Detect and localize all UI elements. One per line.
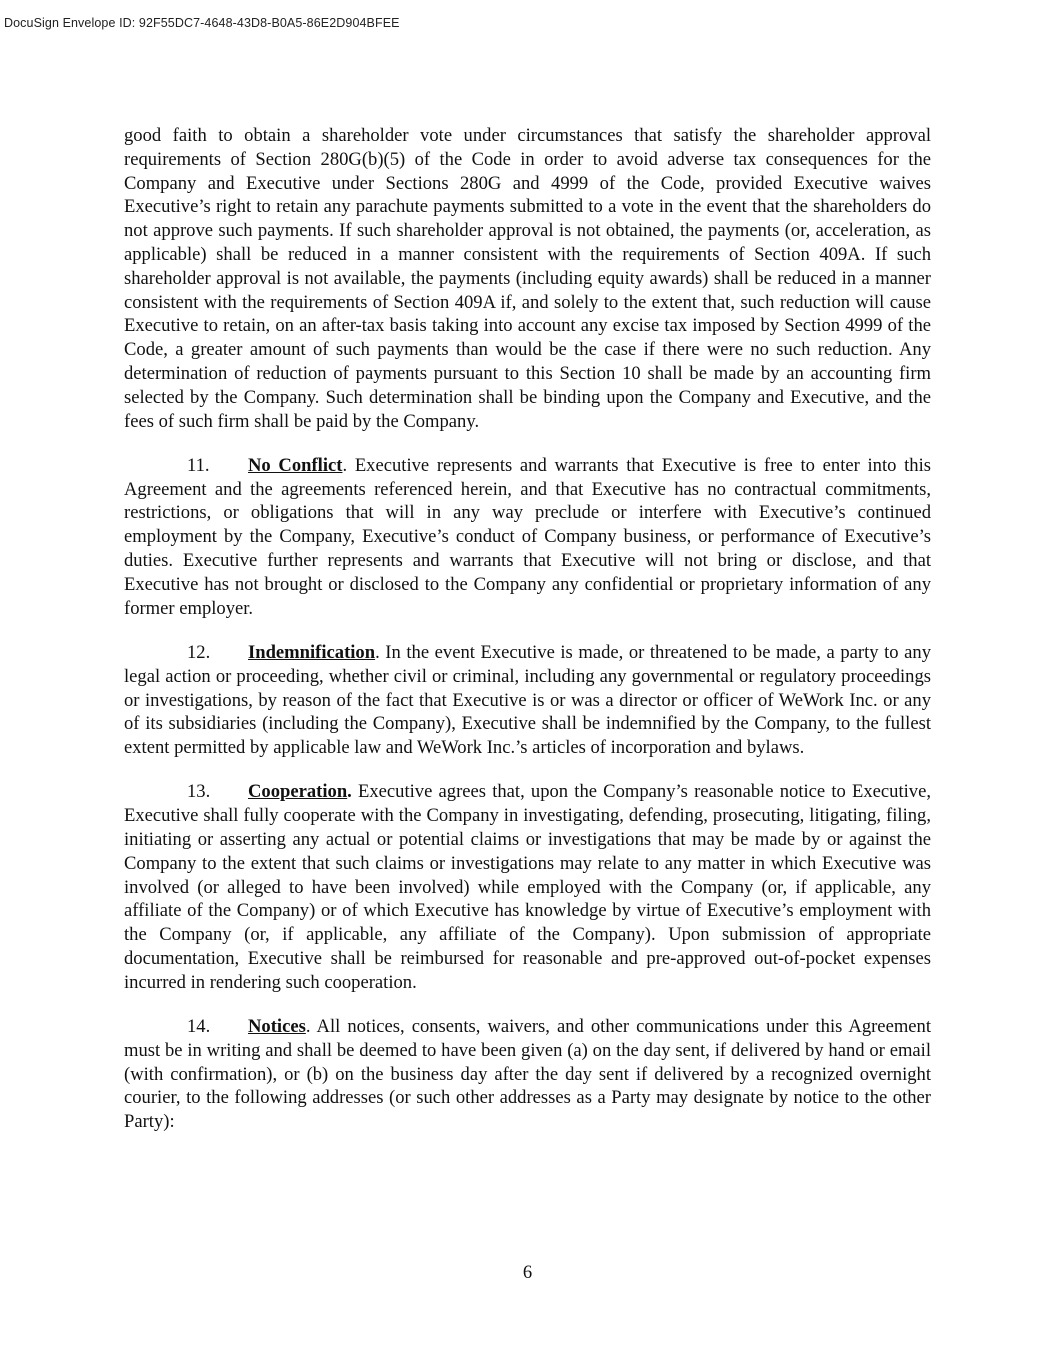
section-heading-punct: .: [375, 641, 380, 663]
document-body: [124, 124, 931, 1155]
docusign-envelope-id: DocuSign Envelope ID: 92F55DC7-4648-43D8-B0A5-86E2D904BFEE: [4, 16, 400, 30]
section-heading-punct: .: [347, 781, 352, 803]
section-12-indemnification: [124, 641, 931, 760]
section-heading-punct: .: [305, 1016, 311, 1038]
section-heading: Cooperation: [248, 781, 348, 803]
section-heading-punct: .: [342, 454, 348, 476]
section-11-no-conflict: [124, 454, 931, 621]
section-body: Executive agrees that, upon the Company’s reasonable notice to Executive, Executive shall fully cooperate with the Company in investigating, defending, prosecuting, litigating, filing, initiating or asserting any actual or potential claims or investigations that may be made by or against the Company to the extent that such claims or investigations may relate to any matter in which Executive was involved (or alleged to have been involved) while employed with the Company (or, if applicable, any affiliate of the Company) or of which Executive has knowledge by virtue of Executive’s employment with the Company (or, if applicable, any affiliate of the Company). Upon submission of appropriate documentation, Executive shall be reimbursed for reasonable and pre-approved out-of-pocket expenses incurred in rendering such cooperation.: [124, 781, 931, 993]
section-heading: Indemnification: [248, 641, 376, 663]
section-body: In the event Executive is made, or threatened to be made, a party to any legal action or proceeding, whether civil or criminal, including any governmental or regulatory proceedings or investigations, by reason of the fact that Executive is or was a director or officer of WeWork Inc. or any of its subsidiaries (including the Company), Executive shall be indemnified by the Company, to the fullest extent permitted by applicable law and WeWork Inc.’s articles of incorporation and bylaws.: [124, 641, 931, 759]
section-number: 13.: [187, 781, 211, 803]
section-13-cooperation: [124, 780, 931, 994]
continuation-paragraph: good faith to obtain a shareholder vote under circumstances that satisfy the shareholder approval requirements of Section 280G(b)(5) of the Code in order to avoid adverse tax consequences for the Company and Executive under Sections 280G and 4999 of the Code, provided Executive waives Executive’s right to retain any parachute payments submitted to a vote in the event that the shareholders do not approve such payments. If such shareholder approval is not obtained, the payments (or, acceleration, as applicable) shall be reduced in a manner consistent with the requirements of Section 409A. If such shareholder approval is not available, the payments (including equity awards) shall be reduced in a manner consistent with the requirements of Section 409A if, and solely to the extent that, such reduction will cause Executive to retain, on an after-tax basis taking into account any excise tax imposed by Section 4999 of the Code, a greater amount of such payments than would be the case if there were no such reduction. Any determination of reduction of payments pursuant to this Section 10 shall be made by an accounting firm selected by the Company. Such determination shall be binding upon the Company and Executive, and the fees of such firm shall be paid by the Company.: [124, 125, 931, 432]
section-number: 12.: [187, 641, 211, 663]
section-14-notices: [124, 1015, 931, 1134]
section-heading: No Conflict: [248, 454, 343, 476]
section-heading: Notices: [248, 1016, 306, 1038]
section-number: 14.: [187, 1016, 211, 1038]
section-body: All notices, consents, waivers, and other communications under this Agreement must be in writing and shall be deemed to have been given (a) on the day sent, if delivered by hand or email (with confirmation), or (b) on the business day after the day sent if delivered by a recognized overnight courier, to the following addresses (or such other addresses as a Party may designate by notice to the other Party):: [124, 1016, 931, 1133]
section-number: 11.: [187, 454, 210, 476]
section-body: Executive represents and warrants that Executive is free to enter into this Agreement and the agreements referenced herein, and that Executive has no contractual commitments, restrictions, or obligations that will in any way preclude or interfere with Executive’s continued employment by the Company, Executive’s conduct of Company business, or performance of Executive’s duties. Executive further represents and warrants that Executive will not bring or disclose, and that Executive has not brought or disclosed to the Company any confidential or proprietary information of any former employer.: [124, 454, 931, 619]
page-number: 6: [522, 1262, 533, 1283]
